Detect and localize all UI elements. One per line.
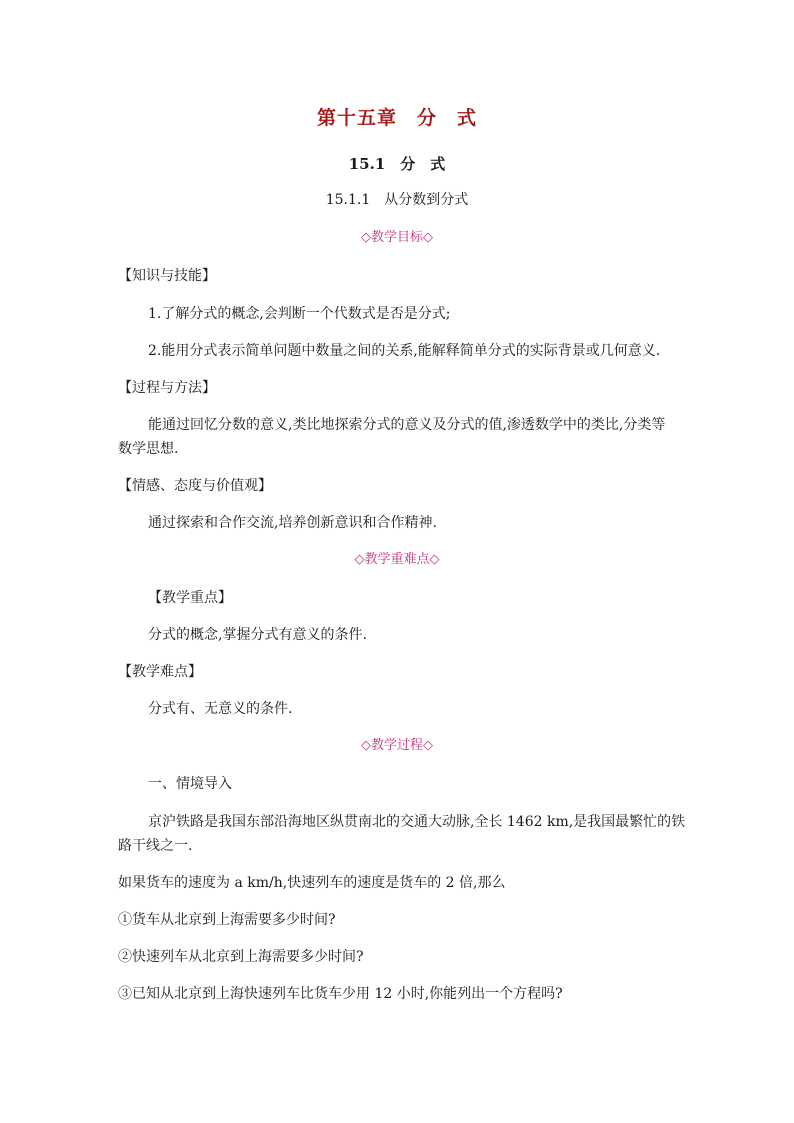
key-points-text: 分式的概念,掌握分式有意义的条件. <box>148 627 367 643</box>
intro-heading: 一、情境导入 <box>148 776 232 792</box>
teaching-goals-label: ◇教学目标◇ <box>361 230 433 245</box>
key-difficult-label: ◇教学重难点◇ <box>354 552 440 567</box>
knowledge-skills-item: 2.能用分式表示简单问题中数量之间的关系,能解释简单分式的实际背景或几何意义. <box>148 343 661 359</box>
section-title: 15.1 分 式 <box>348 155 446 173</box>
process-method-text-line: 数学思想. <box>118 441 179 457</box>
knowledge-skills-heading: 【知识与技能】 <box>118 268 216 284</box>
difficult-points-heading: 【教学难点】 <box>118 664 202 680</box>
intro-question: ②快速列车从北京到上海需要多少时间? <box>118 949 364 965</box>
chapter-title: 第十五章 分 式 <box>316 107 477 129</box>
process-method-heading: 【过程与方法】 <box>118 380 216 396</box>
intro-text-line: 京沪铁路是我国东部沿海地区纵贯南北的交通大动脉,全长 1462 km,是我国最繁忙的铁 <box>148 814 686 830</box>
process-method-text-line: 能通过回忆分数的意义,类比地探索分式的意义及分式的值,渗透数学中的类比,分类等 <box>148 417 666 433</box>
intro-question: ③已知从北京到上海快速列车比货车少用 12 小时,你能列出一个方程吗? <box>118 986 563 1002</box>
intro-condition: 如果货车的速度为 a km/h,快速列车的速度是货车的 2 倍,那么 <box>118 875 506 891</box>
intro-text-line: 路干线之一. <box>118 838 193 854</box>
knowledge-skills-item: 1.了解分式的概念,会判断一个代数式是否是分式; <box>148 306 451 322</box>
process-label: ◇教学过程◇ <box>361 738 433 753</box>
key-points-heading: 【教学重点】 <box>148 590 232 606</box>
difficult-points-text: 分式有、无意义的条件. <box>148 701 293 717</box>
subsection-title: 15.1.1 从分数到分式 <box>325 192 469 208</box>
emotion-values-text: 通过探索和合作交流,培养创新意识和合作精神. <box>148 515 437 531</box>
intro-question: ①货车从北京到上海需要多少时间? <box>118 912 336 928</box>
emotion-values-heading: 【情感、态度与价值观】 <box>118 478 272 494</box>
